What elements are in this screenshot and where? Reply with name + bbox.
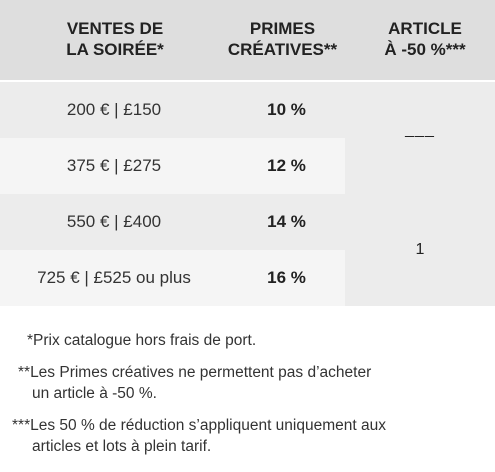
rewards-cell: 16 % xyxy=(267,268,306,287)
sales-cell: 375 € | £275 xyxy=(66,156,162,175)
header-evening-sales: VENTES DE LA SOIRÉE* xyxy=(66,19,164,59)
header-half-price-item: ARTICLE À -50 %*** xyxy=(384,19,466,59)
footnote-2-line2: un article à -50 %. xyxy=(32,385,157,402)
footnote-3-line2: articles et lots à plein tarif. xyxy=(32,438,212,455)
header-creative-rewards: PRIMES CRÉATIVES** xyxy=(227,19,338,59)
footnote-3-line1: ***Les 50 % de réduction s’appliquent uniquement aux xyxy=(12,417,386,434)
table-row xyxy=(0,194,345,250)
rewards-cell: 10 % xyxy=(267,100,306,119)
footnote-2-line1: **Les Primes créatives ne permettent pas d’acheter xyxy=(18,364,372,381)
sales-cell: 200 € | £150 xyxy=(66,100,162,119)
table-row xyxy=(0,250,345,306)
rewards-cell: 12 % xyxy=(267,156,306,175)
sales-cell: 550 € | £400 xyxy=(66,212,162,231)
half-price-cell-group1: ___ xyxy=(405,121,435,138)
half-price-cell-group2: 1 xyxy=(415,241,425,258)
table-header xyxy=(0,0,495,80)
rewards-cell: 14 % xyxy=(267,212,306,231)
table-row xyxy=(0,82,345,138)
sales-cell: 725 € | £525 ou plus xyxy=(37,268,191,287)
table-row xyxy=(0,138,345,194)
footnote-1: *Prix catalogue hors frais de port. xyxy=(27,332,257,349)
